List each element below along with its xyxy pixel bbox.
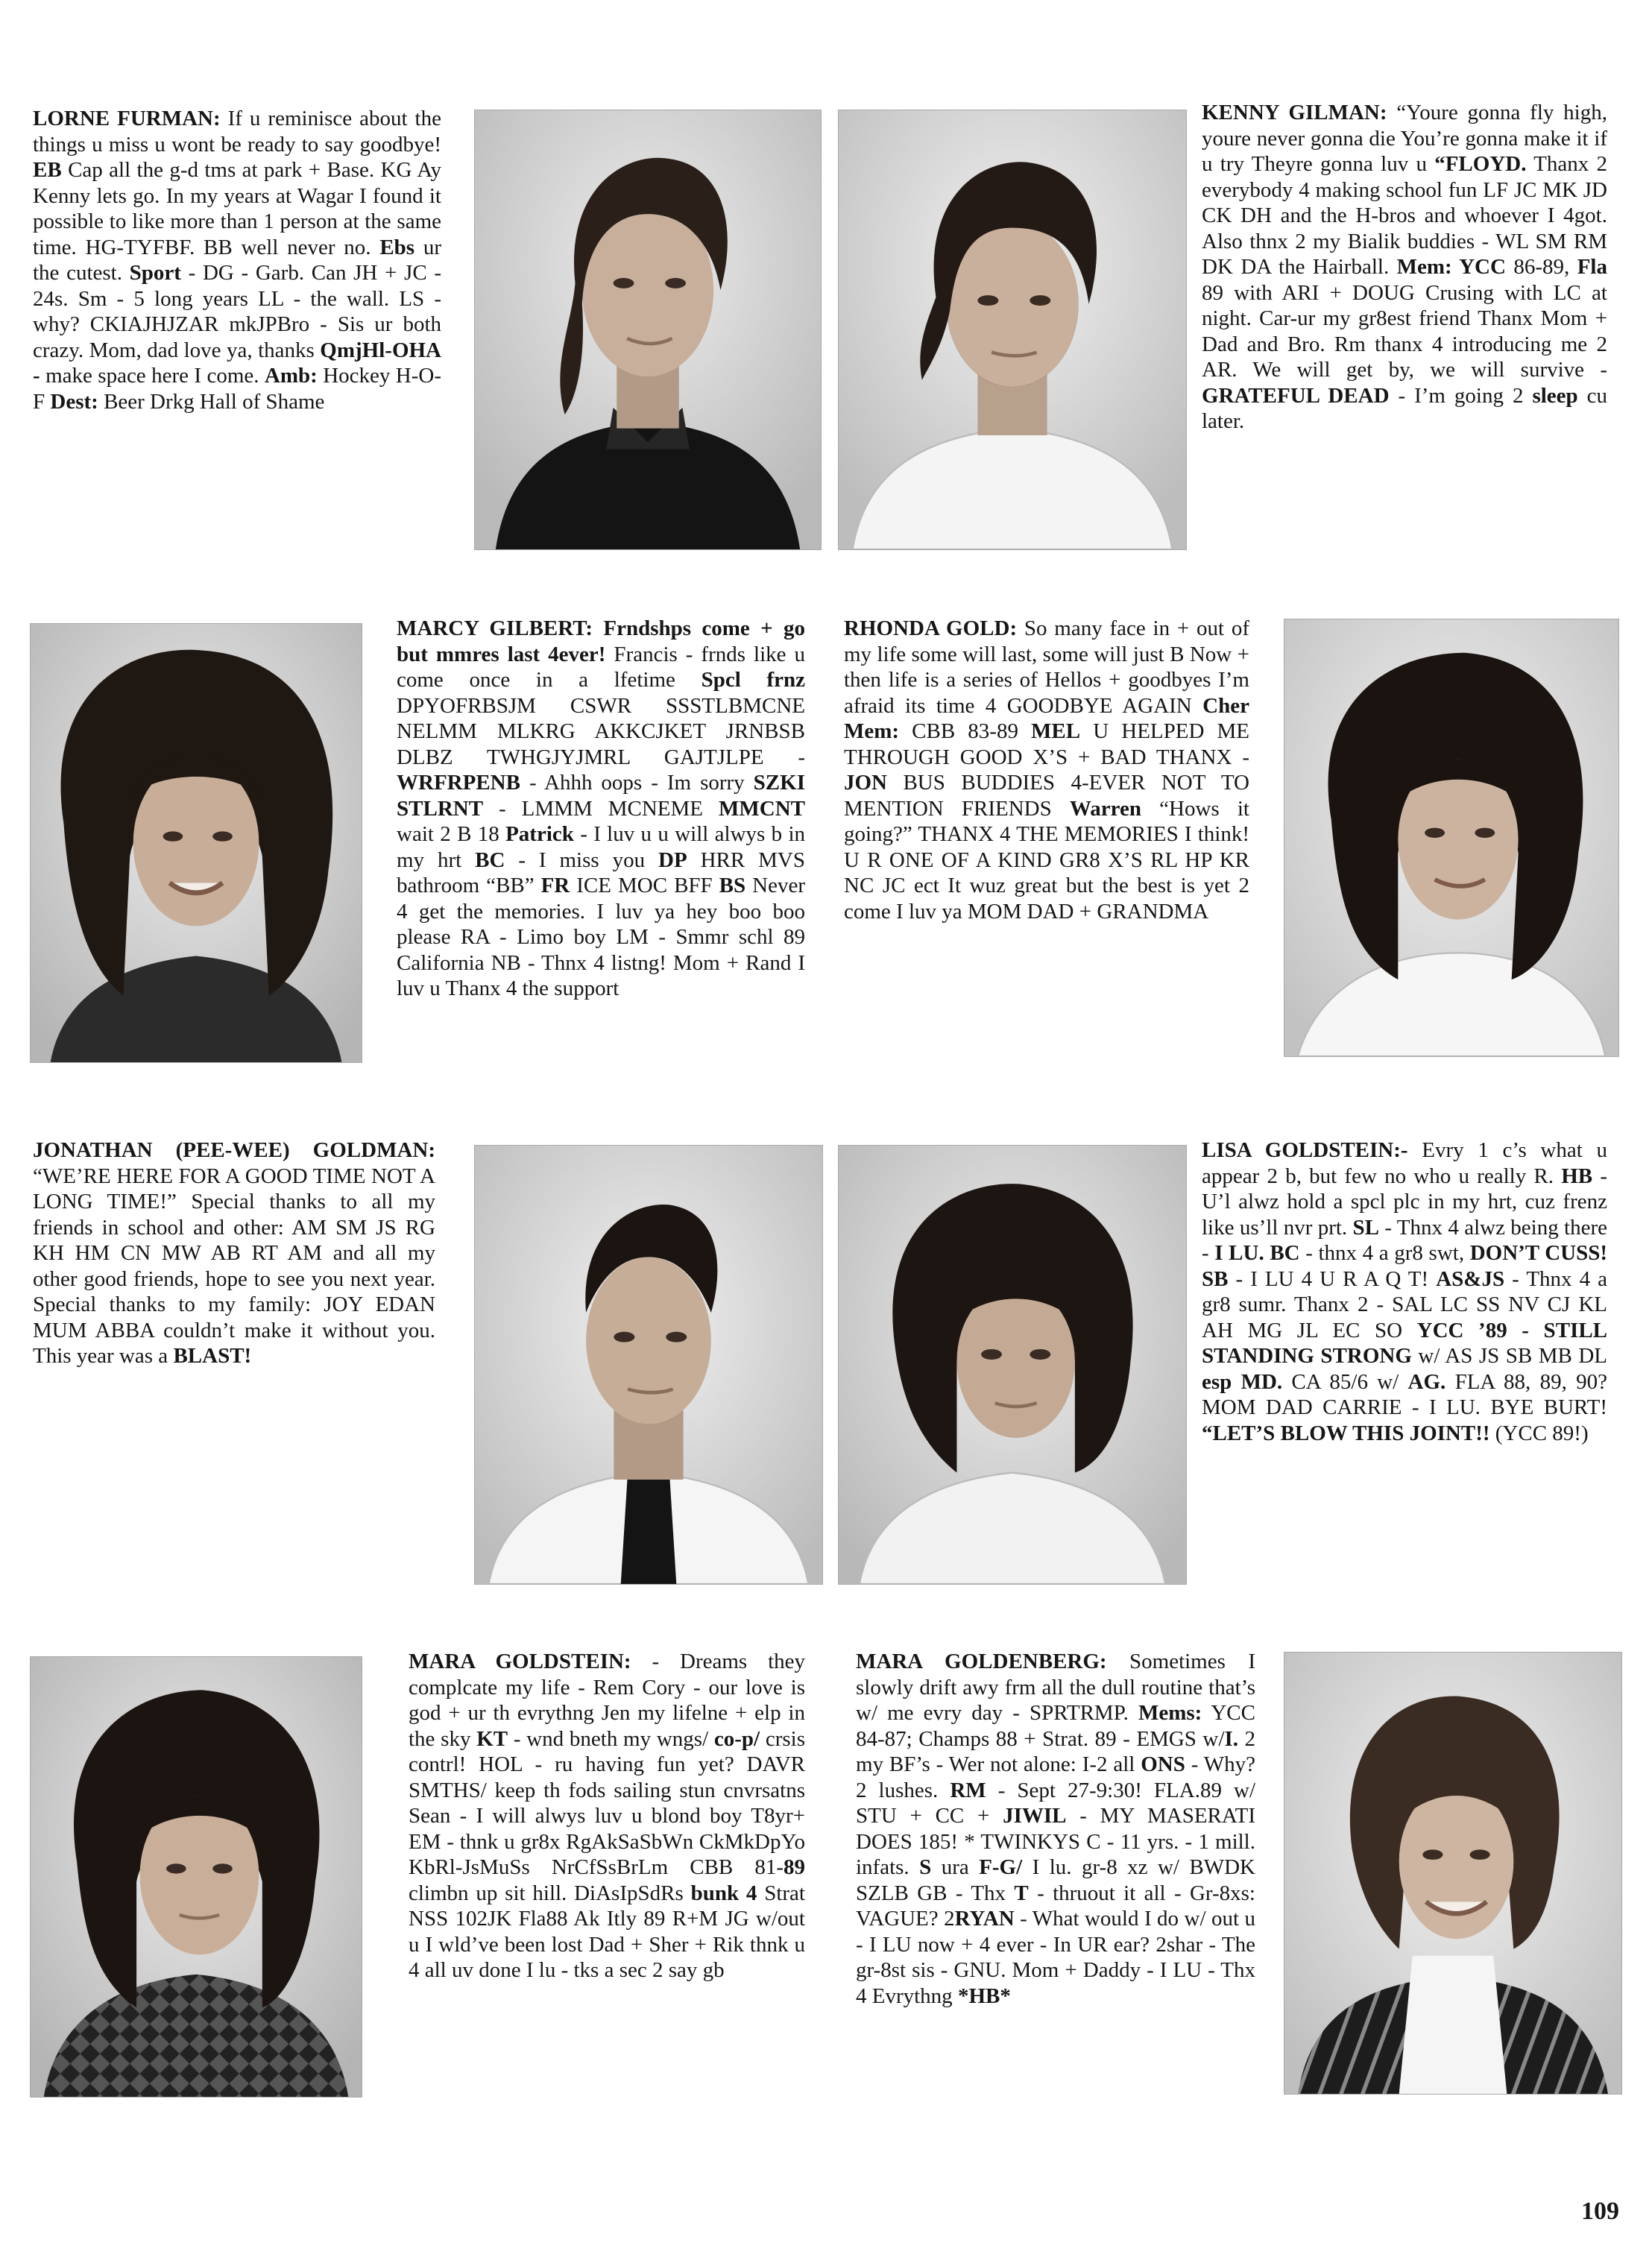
bio-bold-run: Fla xyxy=(1577,255,1607,279)
bio-text-run: - MY MASERATI DOES 185! * TWINKYS C - 11 yrs. - 1 mill. infats. xyxy=(856,1804,1255,1879)
bio-bold-run: T xyxy=(1014,1881,1029,1905)
bio-bold-run: JON xyxy=(844,771,887,795)
bio-text-run: w/ AS JS SB MB DL xyxy=(1411,1344,1607,1368)
bio-text-run: Beer Drkg Hall of Shame xyxy=(98,389,325,414)
portrait-lorne-furman xyxy=(474,110,822,550)
bio-bold-run: MEL xyxy=(1031,719,1081,743)
student-name: LORNE FURMAN: xyxy=(33,107,221,130)
bio-text-run: U HELPED ME THROUGH GOOD X’S + BAD THANX - xyxy=(844,719,1249,769)
bio-text-run: HRR MVS bathroom “BB” xyxy=(397,848,805,897)
bio-text-run: 89 with ARI + DOUG Crusing with LC at night. Car-ur my gr8est friend Thanx Mom + Dad and Bro. Rm thanx 4 introducing me 2 AR. We will get by, we will survive - xyxy=(1202,280,1607,382)
bio-bold-run: BC xyxy=(475,848,505,872)
bio-bold-run: AG. xyxy=(1407,1369,1446,1394)
bio-text-run: - thruout it all - Gr-8xs: VAGUE? 2 xyxy=(856,1881,1255,1931)
bio-text-run: climbn up sit hill. DiAsIpSdRs xyxy=(409,1881,691,1905)
bio-bold-run: RM xyxy=(950,1778,986,1802)
bio-bold-run: Mems: xyxy=(1138,1701,1202,1725)
bio-bold-run: BS xyxy=(719,874,746,897)
bio-text-run: “WE’RE HERE FOR A GOOD TIME NOT A LONG TIME!” Special thanks to all my friends in school and other: AM SM JS RG KH HM CN MW AB RT AM and all my other good friends, hope to see you next year. Special thanks to my family: JOY EDAN MUM ABBA couldn’t make it without you. This year was a xyxy=(33,1164,435,1368)
page-number: 109 xyxy=(1581,2197,1619,2225)
bio-text-run: - Sept 27-9:30! FLA.89 w/ STU + CC + xyxy=(856,1778,1255,1828)
portrait-jonathan-goldman xyxy=(474,1145,823,1585)
bio-bold-run: Warren xyxy=(1069,796,1142,821)
bio-bold-run: JIWIL xyxy=(1003,1804,1067,1828)
bio-bold-run: DP xyxy=(658,848,687,872)
bio-lorne-furman xyxy=(33,106,441,414)
bio-bold-run: RYAN xyxy=(954,1907,1015,1931)
bio-bold-run: I LU. BC xyxy=(1214,1241,1300,1265)
bio-bold-run: Sport xyxy=(129,261,181,285)
bio-bold-run: GRATEFUL DEAD xyxy=(1202,383,1390,408)
bio-marcy-gilbert xyxy=(397,616,805,1002)
bio-text-run: - Why?2 lushes. xyxy=(856,1752,1255,1802)
portrait-mara-goldenberg xyxy=(1284,1652,1622,2095)
portrait-mara-goldstein xyxy=(30,1656,362,2098)
bio-text-run: - U’l alwz hold a spcl plc in my hrt, cuz frenz like us’ll nvr prt. xyxy=(1202,1164,1607,1240)
bio-bold-run: “LET’S BLOW THIS JOINT!! xyxy=(1202,1421,1490,1445)
bio-bold-run: KT xyxy=(476,1726,508,1751)
bio-bold-run: ONS xyxy=(1141,1752,1185,1776)
bio-text-run: - Dreams they complcate my life - Rem Cory - our love is god + ur th evrythng Jen my lifelne + elp in the sky xyxy=(409,1650,805,1751)
bio-text-run: DPYOFRBSJM CSWR SSSTLBMCNE NELMM MLKRG AKKCJKET JRNBSB DLBZ TWHGJYJMRL GAJTJLPE - xyxy=(397,693,805,769)
bio-text-run: BUS BUDDIES 4-EVER NOT TO MENTION FRIENDS xyxy=(844,771,1249,821)
student-name: LISA GOLDSTEIN:- xyxy=(1202,1138,1408,1162)
bio-text-run: Never 4 get the memories. I luv ya hey boo boo please RA - Limo boy LM - Smmr schl 89 California NB - Thnx 4 listng! Mom + Rand I luv u Thanx 4 the support xyxy=(397,874,805,1000)
bio-text-run: ICE MOC BFF xyxy=(570,874,719,897)
bio-text-run: - thnx 4 a gr8 swt, xyxy=(1299,1241,1470,1265)
bio-text-run: - DG - Garb. Can JH + JC - 24s. Sm - 5 long years LL - the wall. LS - why? CKIAJHJZAR mkJPBro - Sis ur both crazy. Mom, dad love ya, thanks xyxy=(33,261,441,362)
student-name: MARA GOLDENBERG: xyxy=(856,1650,1107,1673)
portrait-kenny-gilman xyxy=(838,110,1187,550)
bio-bold-run: F-G/ xyxy=(979,1855,1023,1879)
bio-text-run: make space here I come. xyxy=(40,364,265,388)
bio-bold-run: S xyxy=(919,1855,932,1879)
bio-bold-run: QmjHl-OHA - xyxy=(33,338,441,388)
bio-bold-run: Spcl frnz xyxy=(701,668,805,692)
bio-text-run: - I miss you xyxy=(505,848,658,872)
bio-text-run: “Youre gonna fly high, youre never gonna die You’re gonna make it if u try Theyre gonna luv u xyxy=(1202,101,1607,176)
bio-bold-run: co-p/ xyxy=(713,1726,760,1751)
bio-text-run: CBB 83-89 xyxy=(899,719,1032,743)
bio-text-run: I lu. gr-8 xz w/ BWDK SZLB GB - Thx xyxy=(856,1855,1255,1905)
bio-text-run: - What would I do w/ out u - I LU now + 4 ever - In UR ear? 2shar - The gr-8st sis - GNU. Mom + Daddy - I LU - Thx 4 Evrythng xyxy=(856,1907,1255,2008)
bio-text-run: - Thnx 4 alwz being there - xyxy=(1202,1215,1607,1265)
bio-bold-run: Mem: YCC xyxy=(1396,255,1506,279)
bio-text-run: Hockey H-O-F xyxy=(33,364,441,414)
bio-bold-run: Patrick xyxy=(505,822,574,846)
bio-bold-run: AS&JS xyxy=(1436,1266,1505,1291)
bio-text-run: ura xyxy=(931,1855,980,1879)
bio-kenny-gilman xyxy=(1202,100,1607,435)
bio-jonathan-goldman xyxy=(33,1137,435,1369)
bio-bold-run: HB xyxy=(1561,1164,1593,1188)
bio-bold-run: esp MD. xyxy=(1202,1369,1283,1394)
bio-text-run: Sometimes I slowly drift awy frm all the dull routine that’s w/ me evry day - SPRTRMP. xyxy=(856,1650,1255,1725)
student-name: KENNY GILMAN: xyxy=(1202,101,1387,124)
bio-bold-run: EB xyxy=(33,158,62,182)
bio-text-run: Cap all the g-d tms at park + Base. KG Ay Kenny lets go. In my years at Wagar I found it possible to like more than 1 person at the same time. HG-TYFBF. BB well never no. xyxy=(33,158,441,259)
bio-text-run: FLA 88, 89, 90? MOM DAD CARRIE - I LU. BYE BURT! xyxy=(1202,1369,1607,1419)
bio-bold-run: Cher Mem: xyxy=(844,693,1249,743)
bio-text-run: CA 85/6 w/ xyxy=(1282,1369,1408,1394)
bio-mara-goldstein xyxy=(409,1649,805,1983)
bio-text-run: “Hows it going?” THANX 4 THE MEMORIES I think! U R ONE OF A KIND GR8 X’S RL HP KR NC JC ect It wuz great but the best is yet 2 come I luv ya MOM DAD + GRANDMA xyxy=(844,796,1249,924)
bio-bold-run: 89 xyxy=(784,1855,805,1879)
bio-bold-run: I. xyxy=(1224,1726,1238,1751)
bio-bold-run: Amb: xyxy=(264,364,318,388)
bio-bold-run: SL xyxy=(1352,1215,1379,1240)
bio-text-run: - I luv u u will alwys b in my hrt xyxy=(397,822,805,872)
bio-text-run: - wnd bneth my wngs/ xyxy=(508,1726,714,1751)
bio-text-run: If u reminisce about the things u miss u wont be ready to say goodbye! xyxy=(33,107,441,157)
bio-bold-run: FR xyxy=(540,874,570,897)
portrait-lisa-goldstein xyxy=(838,1145,1187,1585)
bio-text-run: Francis - frnds like u come once in a lfetime xyxy=(397,642,805,692)
bio-text-run: Evry 1 c’s what u appear 2 b, but few no who u really R. xyxy=(1202,1138,1607,1188)
bio-text-run: cu later. xyxy=(1202,383,1607,433)
bio-bold-run: DON’T CUSS! SB xyxy=(1202,1241,1607,1291)
student-name: MARCY GILBERT: Frndshps come + go but mmres last 4ever! xyxy=(397,616,805,666)
bio-bold-run: YCC ’89 - STILL STANDING STRONG xyxy=(1202,1318,1607,1368)
student-name: MARA GOLDSTEIN: xyxy=(409,1650,631,1673)
bio-text-run: - Thnx 4 a gr8 sumr. Thanx 2 - SAL LC SS NV CJ KL AH MG JL EC SO xyxy=(1202,1266,1607,1342)
bio-text-run: - I’m going 2 xyxy=(1389,383,1533,408)
bio-bold-run: *HB* xyxy=(957,1983,1011,2008)
bio-bold-run: SZKI STLRNT xyxy=(397,771,805,821)
bio-text-run: 2 my BF’s - Wer not alone: I-2 all xyxy=(856,1726,1255,1776)
portrait-rhonda-gold xyxy=(1284,619,1619,1057)
bio-lisa-goldstein xyxy=(1202,1137,1607,1446)
bio-text-run: Thanx 2 everybody 4 making school fun LF JC MK JD CK DH and the H-bros and whoever I 4got. Also thnx 2 my Bialik buddies - WL SM RM DK DA the Hairball. xyxy=(1202,152,1607,279)
bio-text-run: - Ahhh oops - Im sorry xyxy=(520,771,754,795)
bio-bold-run: WRFRPENB xyxy=(397,771,520,795)
bio-bold-run: Dest: xyxy=(50,389,98,414)
bio-text-run: crsis contrl! HOL - ru having fun yet? DAVR SMTHS/ keep th fods sailing stun cnvrsatns Sean - I will alwys luv u blond boy T8yr+ EM - thnk u gr8x RgAkSaSbWn CkMkDpYo KbRl-JsMuSs NrCfSsBrLm CBB 81- xyxy=(409,1726,805,1879)
bio-text-run: - I LU 4 U R A Q T! xyxy=(1228,1266,1437,1291)
bio-bold-run: bunk 4 xyxy=(690,1881,757,1905)
student-name: JONATHAN (PEE-WEE) GOLDMAN: xyxy=(33,1138,435,1162)
bio-mara-goldenberg xyxy=(856,1649,1255,2009)
bio-text-run: - LMMM MCNEME xyxy=(483,796,719,821)
bio-bold-run: sleep xyxy=(1532,383,1578,408)
bio-text-run: So many face in + out of my life some will last, some will just B Now + then life is a series of Hellos + goodbyes I’m afraid its time 4 GOODBYE AGAIN xyxy=(844,616,1249,718)
bio-bold-run: BLAST! xyxy=(173,1344,252,1368)
bio-bold-run: “FLOYD. xyxy=(1434,152,1527,176)
bio-text-run: (YCC 89!) xyxy=(1489,1421,1589,1445)
bio-text-run: 86-89, xyxy=(1505,255,1577,279)
bio-text-run: YCC 84-87; Champs 88 + Strat. 89 - EMGS w/ xyxy=(856,1701,1255,1751)
bio-text-run: ur the cutest. xyxy=(33,235,441,285)
bio-text-run: wait 2 B 18 xyxy=(397,822,506,846)
bio-text-run: Strat NSS 102JK Fla88 Ak Itly 89 R+M JG w/out u I wld’ve been lost Dad + Sher + Rik thnk u 4 all uv done I lu - tks a sec 2 say gb xyxy=(409,1881,805,1982)
bio-rhonda-gold xyxy=(844,616,1249,924)
bio-bold-run: MMCNT xyxy=(719,796,805,821)
student-name: RHONDA GOLD: xyxy=(844,616,1018,640)
bio-bold-run: Ebs xyxy=(379,235,415,259)
portrait-marcy-gilbert xyxy=(30,623,362,1063)
